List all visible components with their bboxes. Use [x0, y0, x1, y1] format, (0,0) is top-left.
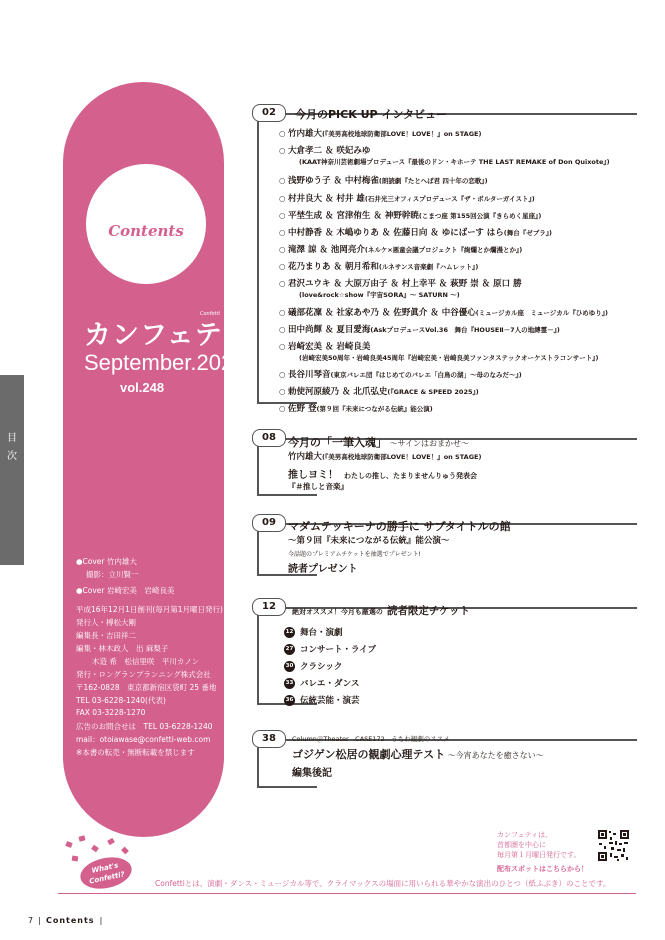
issue-date: September.2025: [84, 350, 246, 375]
interview-item-note: (KAAT神奈川芸術劇場プロデュース『最後のドン・キホーテ THE LAST REMAKE of Don Quixote』): [299, 158, 610, 166]
magazine-sub: Confetti: [200, 311, 220, 317]
credit-line: FAX 03-3228-1270: [76, 708, 146, 717]
whats-confetti-badge: What's Confetti?: [77, 853, 134, 893]
section-title: マダムテッキーナの勝手に サブタイトルの館: [288, 520, 511, 533]
section-line: 読者プレゼント: [288, 564, 358, 575]
section-title: 今月の「一筆入魂」 ～サインはおまかせ～: [288, 436, 469, 449]
interview-item-note: (岩崎宏美50周年・岩崎良美45周年『岩崎宏美・岩崎良美ファンタステックオーケストラコンサート』): [299, 354, 599, 362]
credit-line: ●Cover 岩崎宏美 岩崎良美: [76, 586, 175, 595]
credit-line: ●Cover 竹内雄大: [76, 557, 137, 566]
section-note: 今話題のプレミアムチケットを抽選でプレゼント!: [288, 551, 421, 558]
interview-item: ○ 花乃まりあ ＆ 朝月希和(ルネサンス音楽劇『ハムレット』): [279, 262, 479, 272]
section-page-number: 02: [252, 104, 286, 122]
section-page-number: 12: [252, 598, 286, 616]
ticket-item: 36 伝統芸能・演芸: [285, 696, 360, 706]
confetti-icon: [91, 845, 99, 853]
section-rule: [257, 786, 317, 788]
credit-line: 編集・林木政人 出 麻梨子: [76, 644, 169, 653]
confetti-icon: [72, 856, 79, 862]
qr-note: 首都圏を中心に: [497, 841, 546, 849]
credit-line: 発行人・榑松大剛: [76, 618, 136, 627]
section-line: 『＃推しと音楽』: [288, 482, 348, 491]
page-number: 7: [28, 916, 34, 925]
interview-item-note: (love&rock☆show『宇宙SORA』～ SATURN ～): [299, 291, 460, 299]
section-page-number: 09: [252, 514, 286, 532]
contents-label: Contents: [108, 222, 184, 240]
credit-line: ※本書の転売・無断転載を禁じます: [76, 748, 195, 757]
interview-item: ○ 田中尚輝 ＆ 夏目愛海(AskプロデュースVol.36 舞台『HOUSEⅡ－7人の地縛霊－』): [279, 325, 560, 335]
ticket-item: 27 コンサート・ライブ: [285, 645, 376, 655]
page-label: Contents: [45, 916, 95, 925]
interview-item: ○ 中村静香 ＆ 木嶋ゆりあ ＆ 佐藤日向 ＆ ゆにばーす はら(舞台『ゼブラ』): [279, 228, 552, 238]
interview-item: ○ 浅野ゆう子 ＆ 中村梅雀(朗読劇『たとへば君 四十年の恋歌』): [279, 176, 488, 186]
section-line: 竹内雄大(『美男高校地球防衛部LOVE！LOVE！』on STAGE): [288, 452, 482, 462]
side-tab-label: 目: [7, 433, 17, 444]
interview-item: ○ 岩崎宏美 ＆ 岩崎良美: [279, 342, 371, 352]
qr-note: 配布スポットはこちらから！: [497, 865, 588, 873]
interview-item: ○ 君沢ユウキ ＆ 大原万由子 ＆ 村上幸平 ＆ 萩野 崇 ＆ 原口 勝: [279, 279, 522, 289]
qr-note: 毎月第１月曜日発行です。: [497, 851, 581, 859]
section-rule: [257, 494, 317, 496]
credit-line: 発行・ロングランプランニング株式会社: [76, 670, 211, 679]
confetti-icon: [65, 841, 72, 848]
credit-line: 平成16年12月1日創刊(毎月第1月曜日発行): [76, 605, 223, 614]
credit-line: 木造 希 松信里咲 平川カノン: [92, 657, 200, 666]
interview-item: ○ 竹内雄大(『美男高校地球防衛部LOVE！LOVE！』on STAGE): [279, 129, 482, 139]
section-rule: [257, 607, 259, 704]
ticket-item: 33 バレエ・ダンス: [285, 679, 360, 689]
interview-item: ○ 滝澤 諒 ＆ 池岡亮介(ネルケ×悪童会議プロジェクト『絢爛とか爛漫とか』): [279, 245, 523, 255]
section-rule: [257, 113, 259, 403]
footer-description: Confettiとは、演劇・ダンス・ミュージカル等で、クライマックスの場面に用いられる華やかな演出のひとつ（紙ふぶき）のことです。: [155, 879, 611, 888]
interview-item: ○ 村井良大 ＆ 村井 雄(石井光三オフィスプロデュース『ザ・ボルターガイスト』): [279, 194, 535, 204]
interview-item: ○ 勅使河原綾乃 ＆ 北爪弘史(『GRACE & SPEED 2025』): [279, 387, 479, 397]
section-lead: 絶対オススメ！今月も厳選の 読者限定チケット: [292, 605, 470, 617]
side-tab-label: 次: [7, 451, 17, 462]
credit-line: mail：otoiawase@confetti-web.com: [76, 735, 211, 744]
interview-item: ○ 佐野 登(第９回『未来につながる伝統』能公演): [279, 404, 433, 414]
credit-line: 〒162-0828 東京都新宿区袋町 25 番地: [76, 683, 217, 692]
ticket-item: 30 クラシック: [285, 662, 343, 672]
credit-line: 撮影：立川賢一: [86, 570, 139, 579]
footer-rule: [58, 893, 636, 894]
section-subtitle: ～第９回『未来につながる伝統』能公演～: [288, 536, 450, 546]
section-line: 編集後記: [292, 768, 332, 779]
magazine-name: カンフェティ: [84, 320, 249, 351]
credit-line: 広告のお問合せは TEL 03-6228-1240: [76, 722, 213, 731]
credit-line: 編集長・吉田祥二: [76, 631, 136, 640]
section-page-number: 08: [252, 429, 286, 447]
page-footer: 7 | Contents |: [28, 916, 103, 925]
interview-item: ○ 大倉孝二 ＆ 咲妃みゆ: [279, 146, 371, 156]
interview-item: ○ 長谷川琴音(東京バレエ団『はじめてのバレエ「白鳥の湖」～母のなみだ～』): [279, 370, 522, 380]
confetti-icon: [107, 838, 115, 845]
side-tab: [0, 375, 24, 565]
interview-item: ○ 平埜生成 ＆ 宮津侑生 ＆ 神野幹暁(こまつ座 第155回公演『きらめく星座』): [279, 211, 542, 221]
issue-vol: vol.248: [120, 380, 165, 395]
ticket-item: 12 舞台・演劇: [285, 628, 343, 638]
section-line: 推しヨミ！ わたしの推し、たまりませんりゅう発表会: [288, 470, 477, 481]
credit-line: TEL 03-6228-1240(代表): [76, 696, 166, 705]
qr-code-icon[interactable]: [597, 829, 630, 862]
qr-note: カンフェティは、: [497, 831, 553, 839]
section-title: ゴジゲン松居の観劇心理テスト ～今宵あなたを癒さない～: [292, 748, 544, 761]
section-page-number: 38: [252, 730, 286, 748]
section-lead: Column＠Theater CASE172 うちわ観劇のススメ: [292, 735, 450, 743]
section-title: 今月のPICK UP インタビュー: [295, 108, 447, 121]
confetti-icon: [121, 847, 129, 855]
confetti-icon: [78, 835, 85, 841]
interview-item: ○ 礒部花凜 ＆ 社家あや乃 ＆ 佐野眞介 ＆ 中谷優心(ミュージカル座 ミュージカル『ひめゆり』): [279, 308, 608, 318]
